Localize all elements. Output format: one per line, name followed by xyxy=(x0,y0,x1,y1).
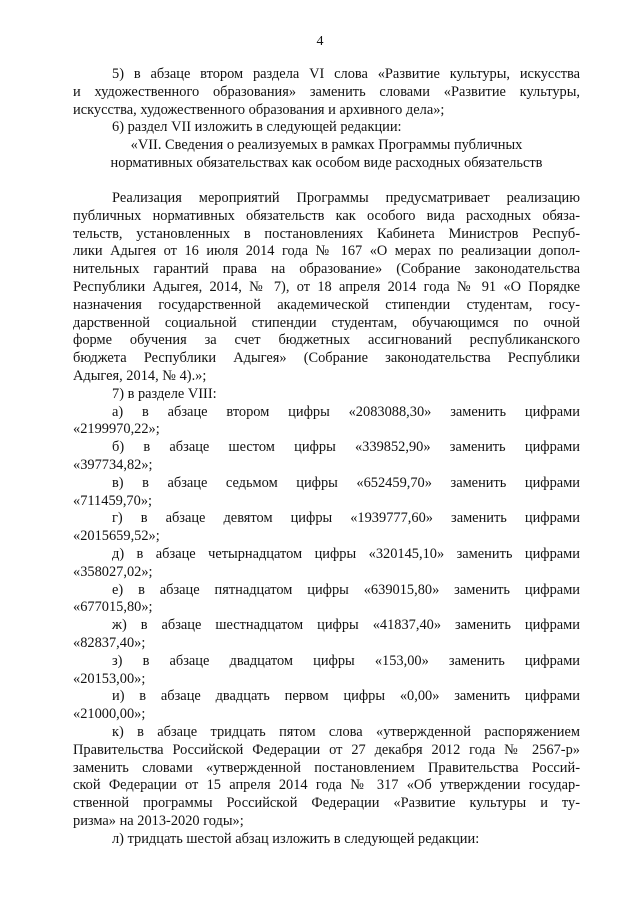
text-line: и) в абзаце двадцать первом цифры «0,00» заменить цифрами xyxy=(112,688,580,705)
text-line: к) в абзаце тридцать пятом слова «утвержденной распоряжением xyxy=(112,723,580,740)
page-number: 4 xyxy=(316,34,324,49)
text-line: ской Федерации от 15 апреля 2014 года № 317 «Об утверждении государ- xyxy=(73,777,580,794)
text-line: «358027,02»; xyxy=(73,563,153,580)
text-line: нительных гарантий права на образование» (Собрание законодательства xyxy=(73,261,580,278)
text-line: «397734,82»; xyxy=(73,456,153,473)
text-line: форме обучения за счет бюджетных ассигнований республиканского xyxy=(73,332,580,349)
text-line: 6) раздел VII изложить в следующей редакции: xyxy=(112,119,402,136)
text-line: б) в абзаце шестом цифры «339852,90» заменить цифрами xyxy=(112,439,580,456)
text-line: Адыгея, 2014, № 4).»; xyxy=(73,367,207,384)
text-line: ственной программы Российской Федерации «Развитие культуры и ту- xyxy=(73,795,580,812)
text-line: г) в абзаце девятом цифры «1939777,60» заменить цифрами xyxy=(112,510,580,527)
text-line: Реализация мероприятий Программы предусматривает реализацию xyxy=(112,190,580,206)
text-line: Республики Адыгея, 2014, № 7), от 18 апреля 2014 года № 91 «О Порядке xyxy=(73,278,580,295)
text-line: тельств, установленных в постановлениях Кабинета Министров Респуб- xyxy=(73,225,580,242)
text-line: з) в абзаце двадцатом цифры «153,00» заменить цифрами xyxy=(112,652,580,669)
text-line: а) в абзаце втором цифры «2083088,30» заменить цифрами xyxy=(112,403,580,420)
text-line: дарственной социальной стипендии студентам, обучающимся по очной xyxy=(73,314,580,331)
text-line: заменить словами «утвержденной постановлением Правительства Россий- xyxy=(73,759,580,776)
text-line: ж) в абзаце шестнадцатом цифры «41837,40» заменить цифрами xyxy=(112,617,580,634)
text-line: назначения государственной академической стипендии студентам, госу- xyxy=(73,296,580,313)
text-line: л) тридцать шестой абзац изложить в следующей редакции: xyxy=(112,830,480,847)
text-line: «711459,70»; xyxy=(73,492,153,509)
text-line: в) в абзаце седьмом цифры «652459,70» заменить цифрами xyxy=(112,474,580,491)
text-line: лики Адыгея от 16 июля 2014 года № 167 «О мерах по реализации допол- xyxy=(73,243,580,260)
text-line: «2199970,22»; xyxy=(73,421,160,438)
paragraph-block-1 xyxy=(73,66,580,137)
paragraph-block-2 xyxy=(73,190,580,848)
text-line: 5) в абзаце втором раздела VI слова «Развитие культуры, искусства xyxy=(112,66,580,82)
text-line: «677015,80»; xyxy=(73,599,153,616)
text-line: Правительства Российской Федерации от 27 декабря 2012 года № 2567-р» xyxy=(73,741,580,758)
text-line: бюджета Республики Адыгея» (Собрание законодательства Республики xyxy=(73,350,580,367)
text-line: «21000,00»; xyxy=(73,706,146,723)
text-line: «2015659,52»; xyxy=(73,528,160,545)
text-line: ризма» на 2013-2020 годы»; xyxy=(73,812,244,829)
heading-line: нормативных обязательствах как особом виде расходных обязательств xyxy=(110,154,543,171)
text-line: искусства, художественного образования и архивного дела»; xyxy=(73,101,445,118)
section-heading xyxy=(73,137,580,173)
heading-line: «VII. Сведения о реализуемых в рамках Программы публичных xyxy=(130,137,523,153)
text-line: и художественного образования» заменить словами «Развитие культуры, xyxy=(73,83,580,100)
text-line: публичных нормативных обязательств как особого вида расходных обяза- xyxy=(73,207,580,224)
text-line: д) в абзаце четырнадцатом цифры «320145,10» заменить цифрами xyxy=(112,545,580,562)
text-line: «82837,40»; xyxy=(73,634,146,651)
text-line: 7) в разделе VIII: xyxy=(112,385,217,402)
text-line: «20153,00»; xyxy=(73,670,146,687)
text-line: е) в абзаце пятнадцатом цифры «639015,80» заменить цифрами xyxy=(112,581,580,598)
